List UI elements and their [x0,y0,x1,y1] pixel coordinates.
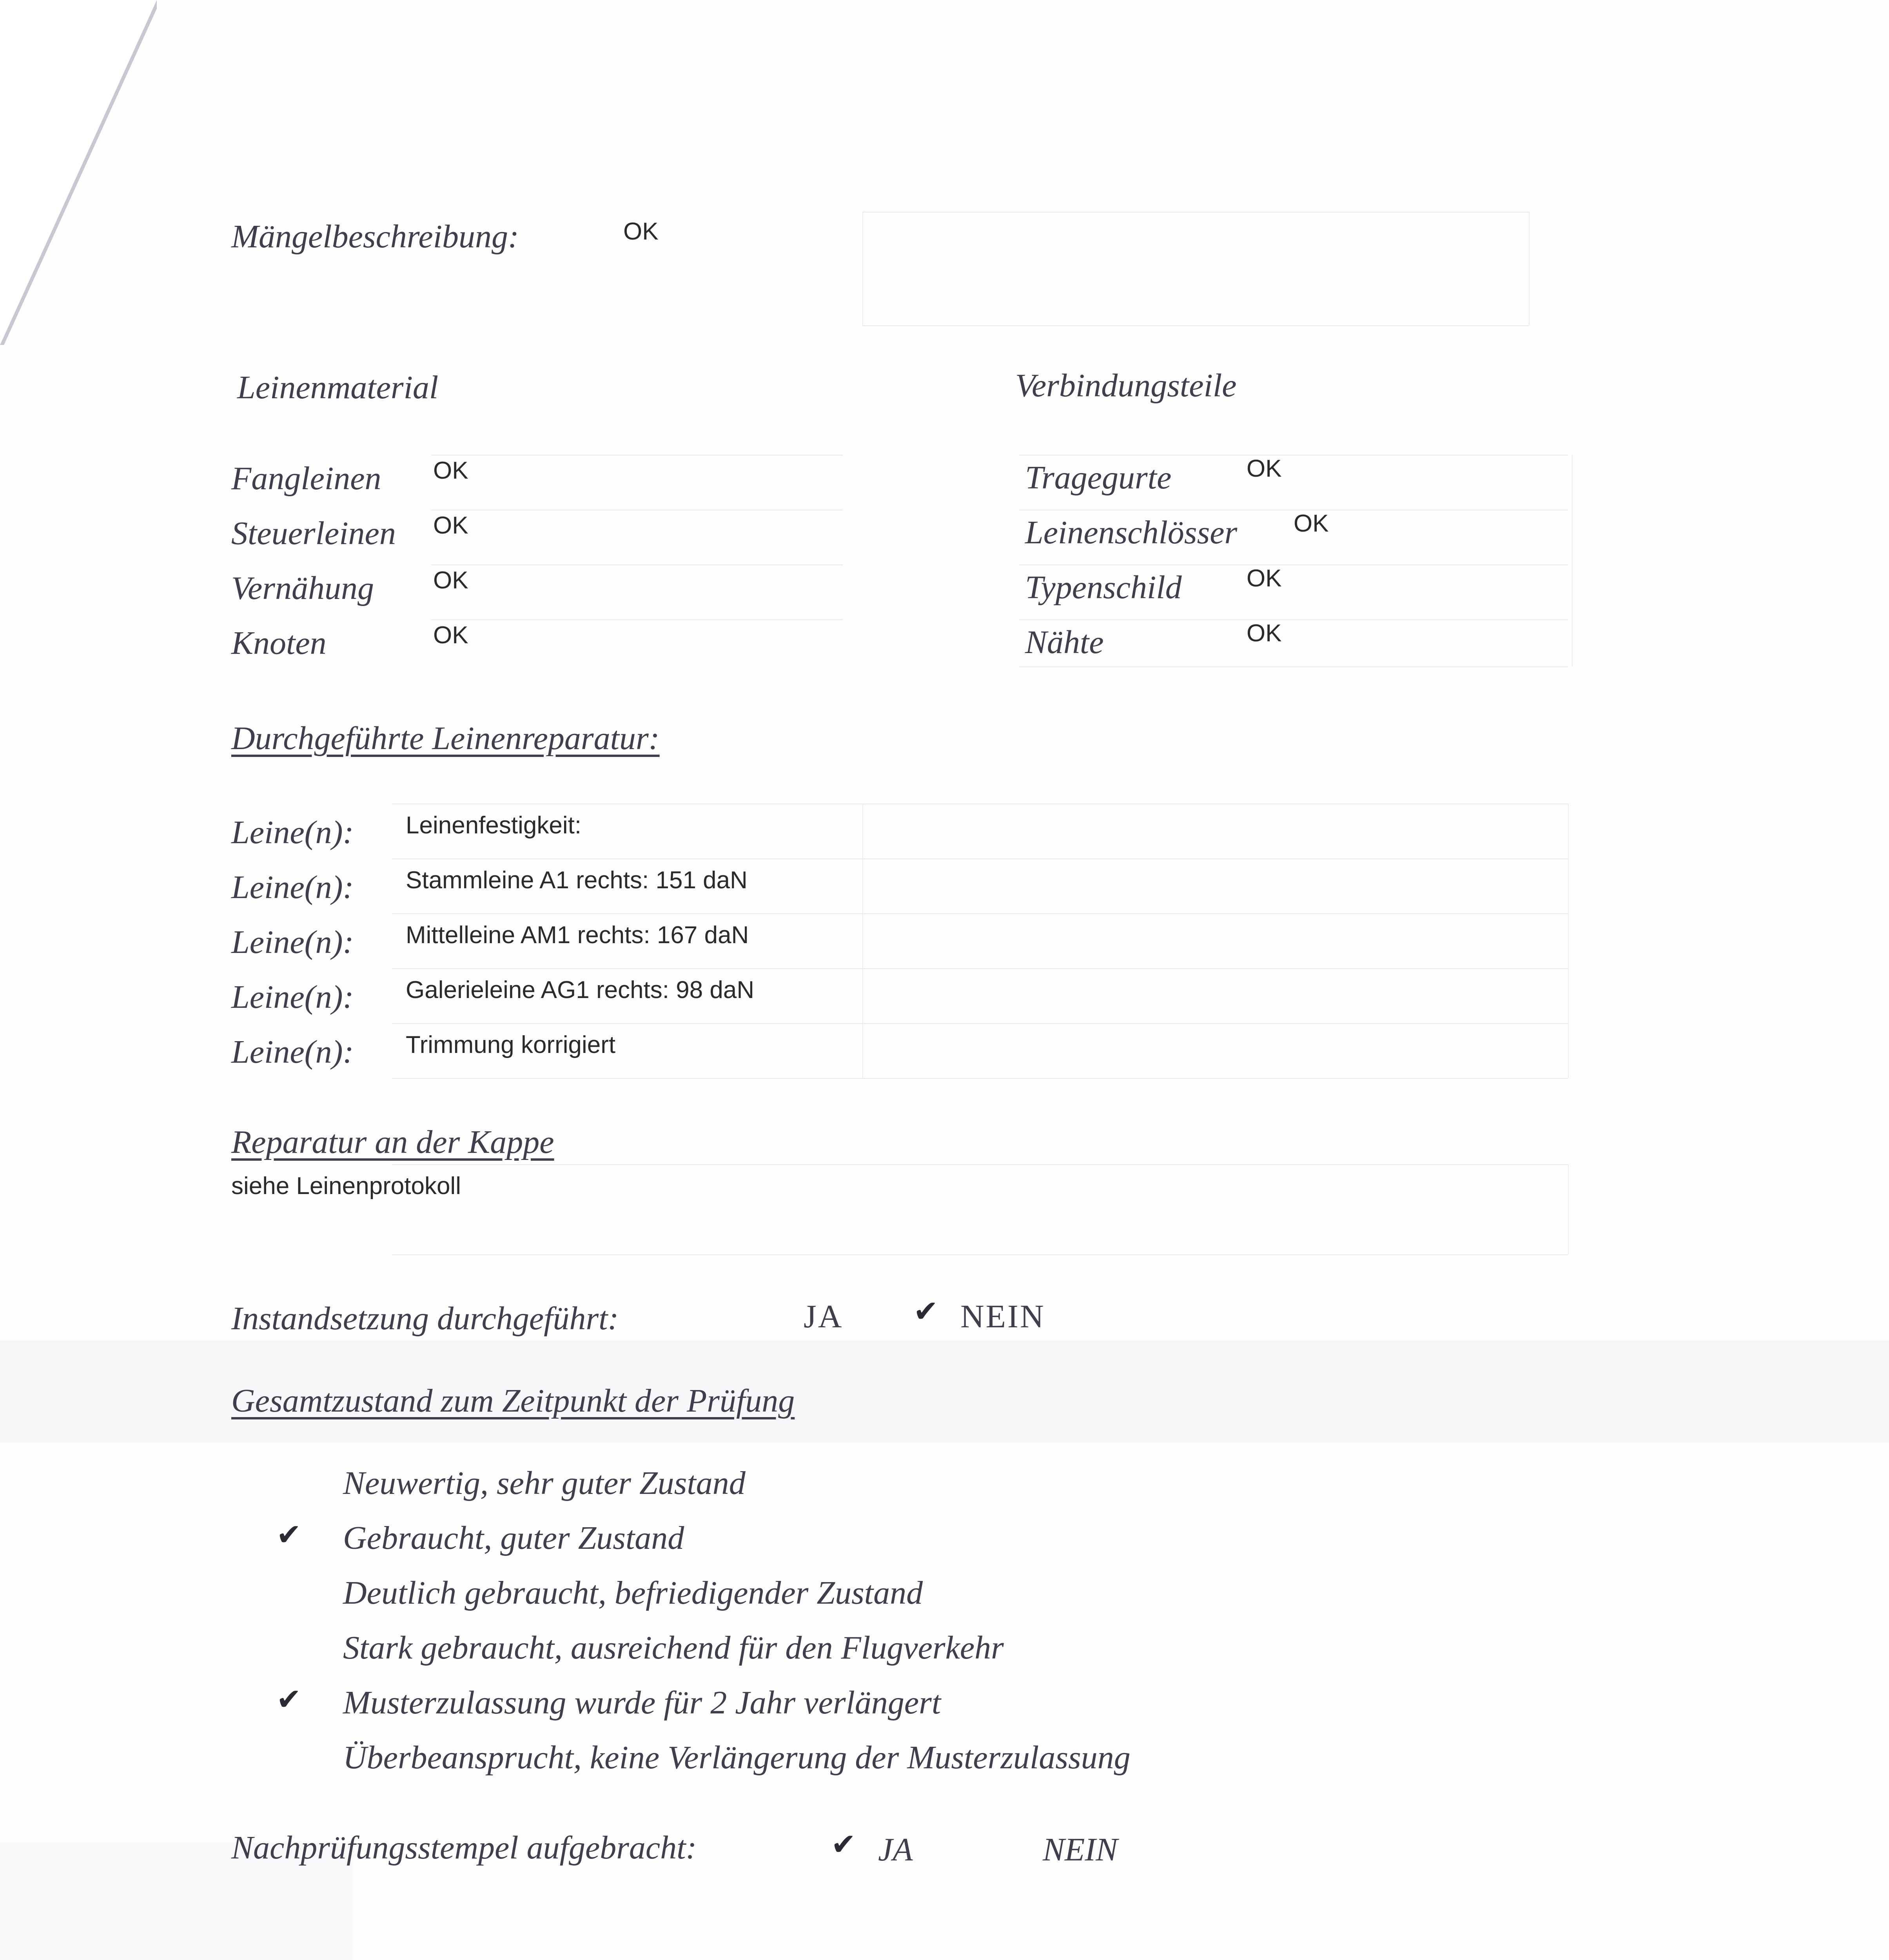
nachpruefung-nein[interactable]: NEIN [1043,1831,1118,1868]
typenschild-value: OK [1247,565,1282,592]
form-rule [1019,619,1568,620]
instandsetzung-ja[interactable]: JA [804,1298,844,1335]
zustand-option: Gebraucht, guter Zustand [343,1520,684,1556]
leine-label: Leine(n): [231,979,354,1015]
form-rule [431,564,843,565]
form-rule [1568,804,1569,1078]
leinenschloesser-label: Leinenschlösser [1025,514,1238,551]
vernaehung-label: Vernähung [231,570,374,606]
form-rule [1572,455,1573,666]
nachpruefung-ja[interactable]: JA [878,1831,913,1868]
form-rule [392,1078,1568,1079]
nachpruefung-label: Nachprüfungsstempel aufgebracht: [231,1829,697,1866]
tragegurte-value: OK [1247,455,1282,482]
leine-value: Trimmung korrigiert [406,1031,616,1058]
form-rule [1568,1164,1569,1254]
check-icon: ✔ [913,1294,938,1328]
kappe-value: siehe Leinenprotokoll [231,1172,461,1200]
zustand-option: Stark gebraucht, ausreichend für den Flugverkehr [343,1630,1004,1666]
zustand-option: Musterzulassung wurde für 2 Jahr verlängert [343,1684,941,1721]
naehte-value: OK [1247,620,1282,647]
form-rule [1019,666,1568,667]
form-rule [392,858,1568,859]
gesamtzustand-heading: Gesamtzustand zum Zeitpunkt der Prüfung [231,1383,795,1419]
form-rule [862,212,863,325]
check-icon: ✔ [276,1682,301,1717]
leine-label: Leine(n): [231,924,354,960]
instandsetzung-label: Instandsetzung durchgeführt: [231,1300,619,1337]
form-rule [392,1023,1568,1024]
kappe-heading: Reparatur an der Kappe [231,1124,554,1160]
leinenmaterial-heading: Leinenmaterial [237,369,439,406]
form-rule [431,619,843,620]
leinenschloesser-value: OK [1294,510,1329,537]
steuerleinen-value: OK [433,512,468,539]
leine-label: Leine(n): [231,814,354,851]
maengel-label: Mängelbeschreibung: [231,218,519,255]
zustand-option: Überbeansprucht, keine Verlängerung der Musterzulassung [343,1739,1130,1776]
knoten-label: Knoten [231,625,327,661]
naehte-label: Nähte [1025,624,1104,661]
form-rule [392,1164,1568,1165]
knoten-value: OK [433,622,468,649]
leine-value: Stammleine A1 rechts: 151 daN [406,867,748,894]
zustand-option: Deutlich gebraucht, befriedigender Zustand [343,1575,923,1611]
fangleinen-label: Fangleinen [231,460,381,497]
leine-value: Leinenfestigkeit: [406,812,582,839]
leine-label: Leine(n): [231,869,354,906]
steuerleinen-label: Steuerleinen [231,515,396,552]
verbindungsteile-heading: Verbindungsteile [1015,367,1237,404]
instandsetzung-nein[interactable]: NEIN [960,1298,1045,1335]
leine-value: Galerieleine AG1 rechts: 98 daN [406,976,755,1004]
form-rule [1529,212,1530,325]
form-rule [392,913,1568,914]
leine-value: Mittelleine AM1 rechts: 167 daN [406,922,749,949]
check-icon: ✔ [831,1827,856,1862]
form-rule [1019,564,1568,565]
form-rule [431,455,843,456]
form-rule [392,1254,1568,1255]
form-rule [1019,455,1568,456]
form-rule [862,325,1529,326]
leine-label: Leine(n): [231,1034,354,1070]
tragegurte-label: Tragegurte [1025,459,1172,496]
form-rule [392,968,1568,969]
maengel-value: OK [623,218,659,245]
zustand-option: Neuwertig, sehr guter Zustand [343,1465,746,1501]
check-icon: ✔ [276,1517,301,1552]
vernaehung-value: OK [433,567,468,594]
fangleinen-value: OK [433,457,468,484]
leinenreparatur-heading: Durchgeführte Leinenreparatur: [231,720,660,757]
form-rule [862,804,863,1078]
typenschild-label: Typenschild [1025,569,1182,606]
page-corner-shadow [0,0,157,345]
